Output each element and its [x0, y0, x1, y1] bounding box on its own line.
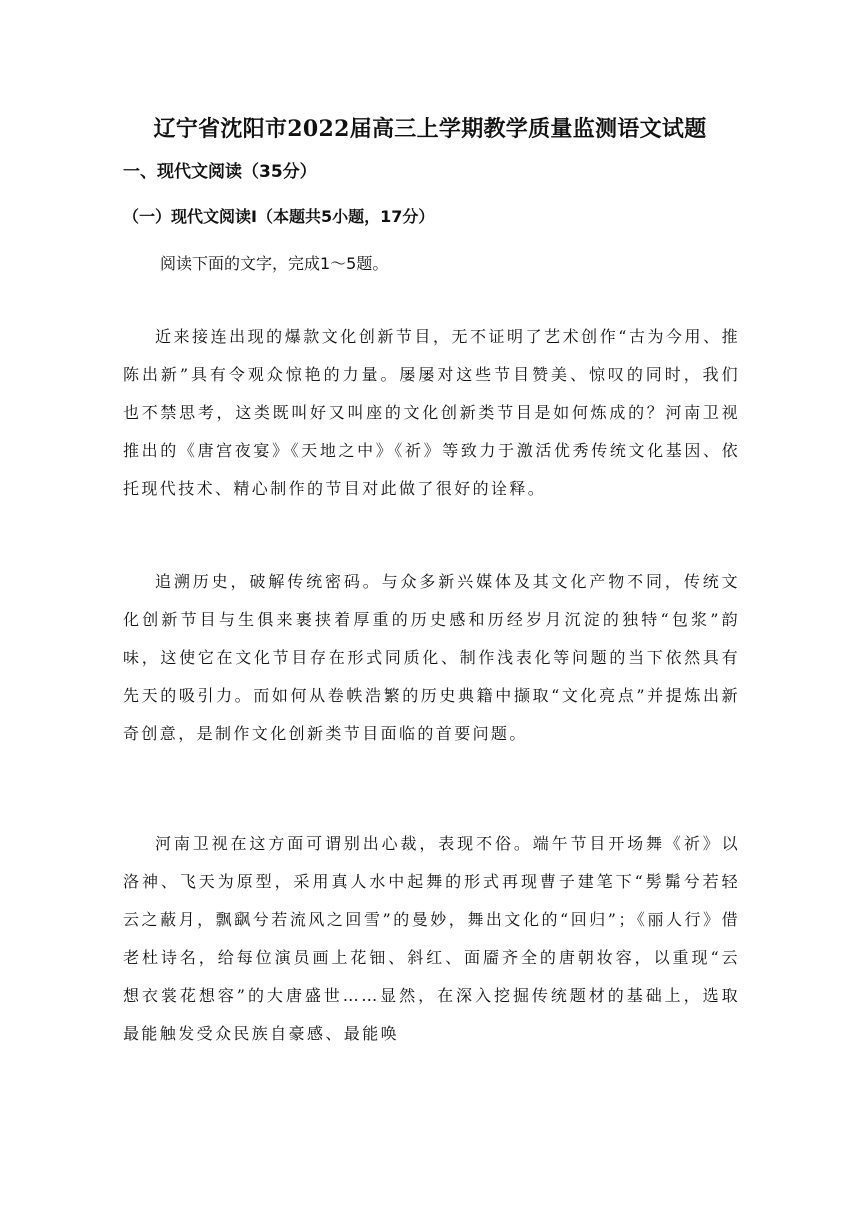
document-title: 辽宁省沈阳市2022届高三上学期教学质量监测语文试题 — [153, 116, 707, 142]
section-heading: 一、现代文阅读（35分） — [123, 162, 317, 182]
subsection-heading: （一）现代文阅读Ⅰ（本题共5小题，17分） — [123, 207, 435, 226]
paragraph-1: 近来接连出现的爆款文化创新节目，无不证明了艺术创作“古为今用、推陈出新”具有令观众惊艳的力量。屡屡对这些节目赞美、惊叹的同时，我们也不禁思考，这类既叫好又叫座的文化创新类节目是如何炼成的？河南卫视推出的《唐宫夜宴》《天地之中》《祈》等致力于激活优秀传统文化基因、依托现代技术、精心制作的节目对此做了很好的诠释。 — [123, 327, 740, 498]
paragraph-2: 追溯历史，破解传统密码。与众多新兴媒体及其文化产物不同，传统文化创新节目与生俱来裹挟着厚重的历史感和历经岁月沉淀的独特“包浆”韵味，这使它在文化节目存在形式同质化、制作浅表化等问题的当下依然具有先天的吸引力。而如何从卷帙浩繁的历史典籍中撷取“文化亮点”并提炼出新奇创意，是制作文化创新类节目面临的首要问题。 — [123, 572, 740, 743]
reading-instruction: 阅读下面的文字，完成1～5题。 — [160, 254, 389, 273]
paragraph-3: 河南卫视在这方面可谓别出心裁，表现不俗。端午节目开场舞《祈》以洛神、飞天为原型，采用真人水中起舞的形式再现曹子建笔下“髣髴兮若轻云之蔽月，飘飖兮若流风之回雪”的曼妙，舞出文化的“回归”；《丽人行》借老杜诗名，给每位演员画上花钿、斜红、面靥齐全的唐朝妆容，以重现“云想衣裳花想容”的大唐盛世……显然，在深入挖掘传统题材的基础上，选取最能触发受众民族自豪感、最能唤 — [123, 834, 740, 1043]
